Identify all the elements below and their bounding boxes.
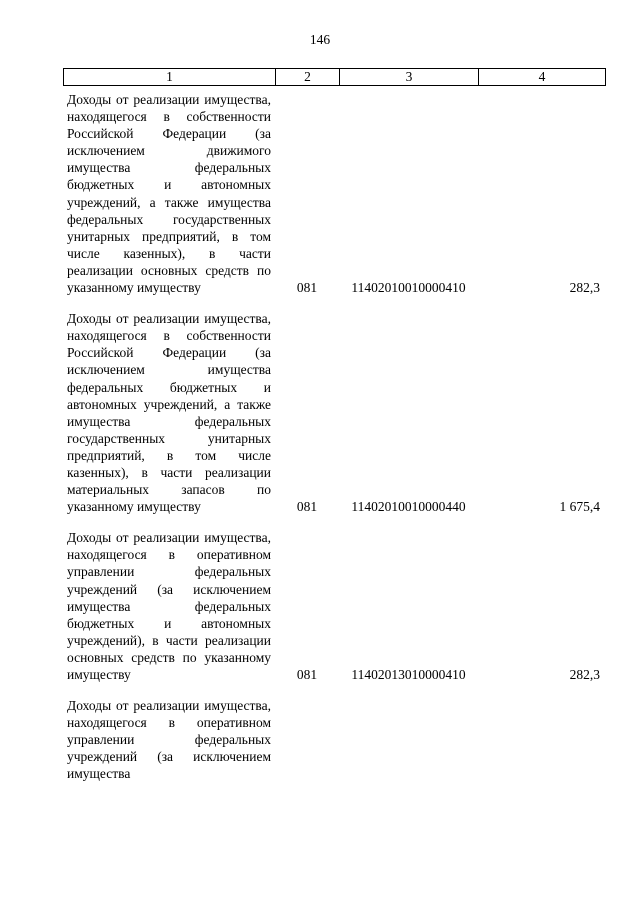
header-col-2: 2 (276, 69, 340, 85)
revenue-description: Доходы от реализации имущества, находящегося в собственности Российской Федерации (за исключением движимого имущества федеральных бюджетных и автономных учреждений, а также имущества федеральных государственных унитарных предприятий, в том числе казенных), в части реализации основных средств по указанному имуществу (67, 92, 271, 296)
amount: 282,3 (569, 280, 600, 296)
header-col-4: 4 (538, 69, 546, 85)
classification-code: 11402010010000440 (351, 499, 466, 515)
amount: 1 675,4 (559, 499, 600, 515)
header-col-3: 3 (340, 69, 479, 85)
table-row (63, 697, 606, 782)
table-row (63, 529, 606, 683)
revenue-description: Доходы от реализации имущества, находящегося в оперативном управлении федеральных учреждений (за исключением имущества (67, 698, 271, 782)
table-row (63, 91, 606, 296)
admin-code: 081 (296, 499, 318, 515)
revenue-description: Доходы от реализации имущества, находящегося в оперативном управлении федеральных учреждений (за исключением имущества федеральных бюджетных и автономных учреждений), в части реализации основных средств по указанному имуществу (67, 530, 271, 682)
revenue-description: Доходы от реализации имущества, находящегося в собственности Российской Федерации (за исключением имущества федеральных бюджетных и автономных учреждений, а также имущества федеральных государственных унитарных предприятий, в том числе казенных), в части реализации материальных запасов по указанному имуществу (67, 311, 271, 515)
header-col-1: 1 (64, 69, 276, 85)
page-number: 146 (309, 32, 331, 47)
classification-code: 11402010010000410 (351, 280, 466, 296)
table-header-row (63, 68, 606, 86)
classification-code: 11402013010000410 (351, 667, 466, 682)
admin-code: 081 (296, 280, 318, 296)
budget-revenue-table (63, 68, 606, 783)
amount: 282,3 (569, 667, 600, 682)
table-row (63, 310, 606, 515)
admin-code: 081 (296, 667, 318, 682)
